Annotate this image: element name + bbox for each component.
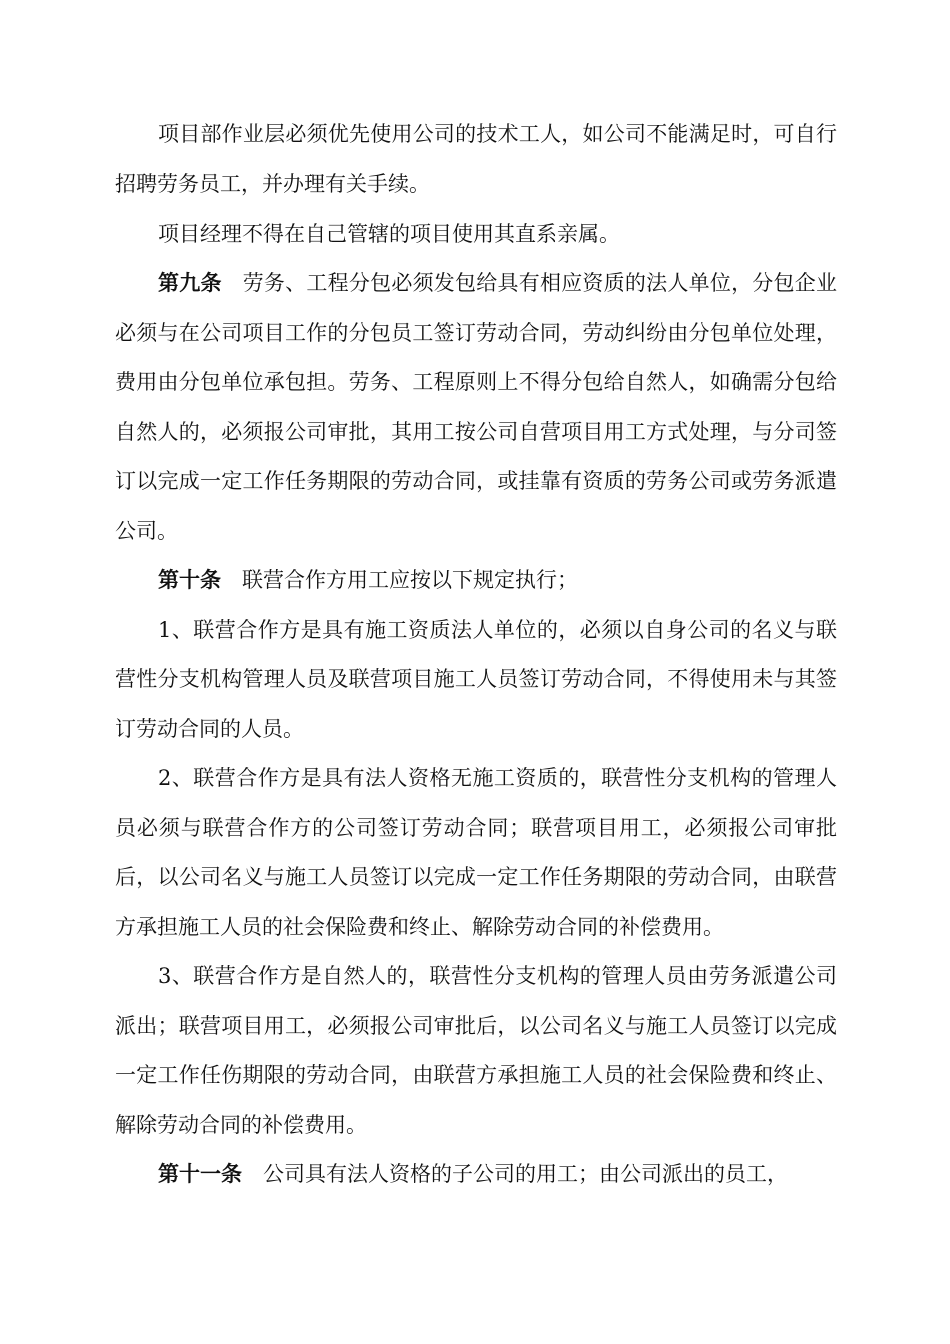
article-10-item-1-text: 1、联营合作方是具有施工资质法人单位的，必须以自身公司的名义与联营性分支机构管理人员及联营项目施工人员签订劳动合同，不得使用未与其签订劳动合同的人员。 (115, 617, 837, 741)
article-10-item-1 (115, 606, 837, 755)
article-11-text: 公司具有法人资格的子公司的用工；由公司派出的员工， (263, 1162, 788, 1186)
article-10-item-3-text: 3、联营合作方是自然人的，联营性分支机构的管理人员由劳务派遣公司派出；联营项目用工，必须报公司审批后，以公司名义与施工人员签订以完成一定工作任伤期限的劳动合同，由联营方承担施工人员的社会保险费和终止、解除劳动合同的补偿费用。 (115, 964, 837, 1137)
document-page (115, 110, 837, 1200)
article-9-text: 劳务、工程分包必须发包给具有相应资质的法人单位，分包企业必须与在公司项目工作的分包员工签订劳动合同，劳动纠纷由分包单位处理，费用由分包单位承包担。劳务、工程原则上不得分包给自然人，如确需分包给自然人的，必须报公司审批，其用工按公司自营项目用工方式处理，与分司签订以完成一定工作任务期限的劳动合同，或挂靠有资质的劳务公司或劳务派遣公司。 (115, 271, 838, 543)
paragraph-2 (115, 210, 837, 260)
article-10-label: 第十条 (158, 568, 221, 592)
article-10-item-3 (115, 952, 837, 1150)
article-9 (115, 259, 837, 556)
paragraph-2-text: 项目经理不得在自己管辖的项目使用其直系亲属。 (158, 221, 620, 246)
article-11-label: 第十一条 (158, 1162, 242, 1186)
paragraph-1 (115, 110, 837, 209)
article-10-item-2-text: 2、联营合作方是具有法人资格无施工资质的，联营性分支机构的管理人员必须与联营合作方的公司签订劳动合同；联营项目用工，必须报公司审批后，以公司名义与施工人员签订以完成一定工作任务期限的劳动合同，由联营方承担施工人员的社会保险费和终止、解除劳动合同的补偿费用。 (115, 766, 837, 939)
article-10-item-2 (115, 754, 837, 952)
article-10 (115, 556, 837, 606)
article-9-label: 第九条 (158, 271, 222, 295)
article-10-text: 联营合作方用工应按以下规定执行； (242, 568, 578, 592)
paragraph-1-text: 项目部作业层必须优先使用公司的技术工人，如公司不能满足时，可自行招聘劳务员工，并办理有关手续。 (115, 122, 837, 196)
article-11 (115, 1150, 837, 1200)
